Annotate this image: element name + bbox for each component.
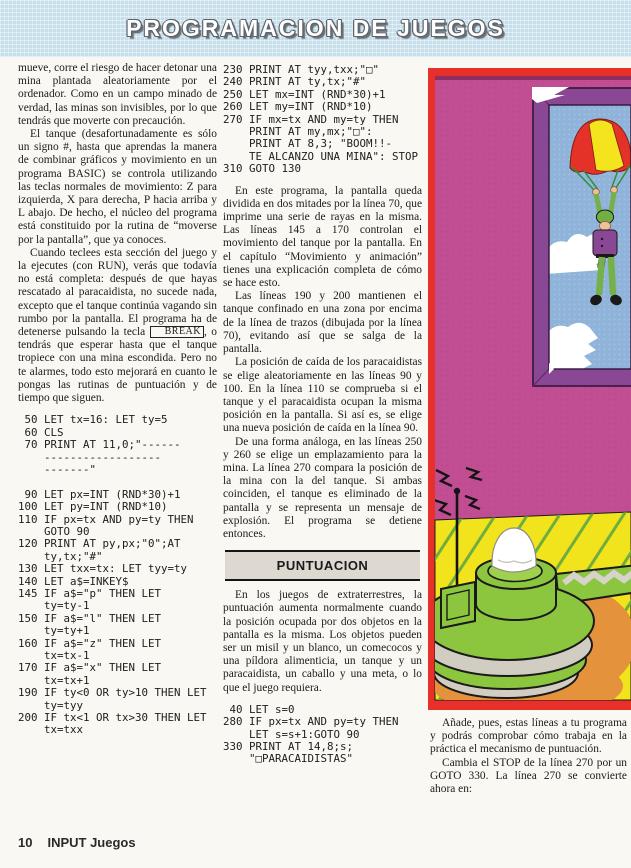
code-line: tx=tx+1 <box>18 673 90 687</box>
paragraph: De una forma análoga, en las líneas 250 y 260 se elige un emplazamiento para la mina. La línea 270 compara la posición de la mina con la del tanque. Si ambas coinciden, el tanque es eliminado de la pantalla y se representa un mensaje de explosión. El programa se detiene entonces. <box>223 435 422 540</box>
window <box>532 87 631 386</box>
column-right <box>430 717 627 796</box>
code-line: "□PARACAIDISTAS" <box>223 752 354 766</box>
code-line: 90 LET px=INT (RND*30)+1 <box>18 487 181 501</box>
code-line: 160 IF a$="z" THEN LET <box>18 636 162 650</box>
paragraph-text: , o tendrás que esperar hasta que el tanque tropiece con una mina escondida. Pero no te alarmes, todo esto mejorará en cuanto le pongas las rutinas de puntuación y de tiempo que siguen. <box>18 326 217 405</box>
code-line: 170 IF a$="x" THEN LET <box>18 661 162 675</box>
code-line: -------" <box>18 462 97 476</box>
code-line: 200 IF tx<1 OR tx>30 THEN LET <box>18 711 207 725</box>
page-footer <box>18 835 136 850</box>
paragraph: mueve, corre el riesgo de hacer detonar una mina plantada aleatoriamente por el ordenador. Como en un campo minado de verdad, las minas son invisibles, por lo que tendrás que moverte con precaución. <box>18 62 217 127</box>
code-line: 270 IF mx=tx AND my=ty THEN <box>223 112 399 126</box>
paragraph-text: Cuando teclees esta sección del juego y la ejecutes (con RUN), verás que todavía no está completa: después de que hayas rescatado al paracaidista, no sucede nada, excepto que el tanque continúa vagando sin rumbo por la pantalla. El programa ha de detenerse pulsando la tecla <box>18 246 217 339</box>
magazine-illustration <box>428 68 631 710</box>
paragraph: Las líneas 190 y 200 mantienen el tanque confinado en una zona por encima de la línea de trazos (dibujada por la línea 70), evitando así que se salga de la pantalla. <box>223 290 422 356</box>
section-header-puntuacion <box>225 550 420 581</box>
code-line: 60 CLS <box>18 425 64 439</box>
code-line: 70 PRINT AT 11,0;"------ <box>18 438 181 452</box>
header-banner <box>0 0 631 57</box>
paragraph: En este programa, la pantalla queda dividida en dos mitades por la línea 70, que imprime una serie de rayas en la misma. Las líneas 145 a 170 controlan el movimiento del tanque por la pantalla. En el capítulo “Movimiento y animación” tienes una explicación completa de cómo se hace esto. <box>223 184 422 290</box>
code-line: 240 PRINT AT ty,tx;"#" <box>223 75 367 89</box>
code-line: 110 IF px=tx AND py=ty THEN <box>18 512 194 526</box>
code-line: 280 IF px=tx AND py=ty THEN <box>223 715 399 729</box>
sensor-box <box>441 582 475 628</box>
cloud <box>545 323 598 371</box>
section-title: PUNTUACION <box>276 558 369 574</box>
paragraph: La posición de caída de los paracaidistas se elige aleatoriamente en las líneas 90 y 100. En la línea 110 se comprueba si el tanque y el paracaidista ocupan la misma posición en la pantalla. Si así es, se elige una nueva posición de caída en la línea 90. <box>223 356 422 435</box>
vest <box>593 230 617 256</box>
tank-parachutist-illustration <box>428 68 631 710</box>
code-line: tx=tx-1 <box>18 648 90 662</box>
page-number: 10 <box>18 835 33 850</box>
paragraph: El tanque (desafortunadamente es sólo un signo #, hasta que aprendas la manera de combinar gráficos y movimiento en un programa BASIC) se controla utilizando las teclas normales de movimiento: Z para izquierda, X para derecha, P hacia arriba y L abajo. De hecho, el núcleo del programa está constituido por la rutina de “moverse por la pantalla”, que ya conoces. <box>18 128 217 246</box>
column-middle <box>223 62 422 766</box>
code-line: 40 LET s=0 <box>223 702 295 716</box>
code-line: 120 PRINT AT py,px;"0";AT <box>18 537 181 551</box>
basic-code-listing <box>223 704 422 766</box>
code-line: PRINT AT 8,3; "BOOM!!- <box>223 137 393 151</box>
code-line: ty=ty+1 <box>18 624 90 638</box>
break-key-label: BREAK <box>150 326 204 338</box>
code-line: 130 LET txx=tx: LET tyy=ty <box>18 562 188 576</box>
basic-code-listing <box>18 414 217 737</box>
code-line: 330 PRINT AT 14,8;s; <box>223 739 354 753</box>
face <box>599 221 610 230</box>
column-left <box>18 62 217 737</box>
paragraph: Cambia el STOP de la línea 270 por un GOTO 330. La línea 270 se convierte ahora en: <box>430 756 627 796</box>
code-line: ty,tx;"#" <box>18 549 103 563</box>
code-line: GOTO 90 <box>18 524 90 538</box>
code-line: TE ALCANZO UNA MINA": STOP <box>223 149 419 163</box>
code-line: LET s=s+1:GOTO 90 <box>223 727 360 741</box>
basic-code-listing <box>223 64 422 176</box>
code-line: 50 LET tx=16: LET ty=5 <box>18 413 168 427</box>
code-line: 260 LET my=INT (RND*10) <box>223 100 373 114</box>
code-line: 250 LET mx=INT (RND*30)+1 <box>223 87 386 101</box>
paragraph <box>18 247 217 405</box>
paragraph: En los juegos de extraterrestres, la puntuación aumenta normalmente cuando la posición ocupada por dos objetos en la pantalla es la misma. Los objetos pueden ser un misil y un blanco, un comecocos y una píldora alimenticia, un tanque y un paracaidista, un caballo y una meta, o lo que el juego requiera. <box>223 589 422 694</box>
code-line: ty=ty-1 <box>18 599 90 613</box>
code-line: ------------------ <box>18 450 162 464</box>
code-line: 310 GOTO 130 <box>223 162 302 176</box>
code-line: 140 LET a$=INKEY$ <box>18 574 129 588</box>
code-line: 190 IF ty<0 OR ty>10 THEN LET <box>18 686 207 700</box>
code-line: ty=tyy <box>18 698 84 712</box>
code-line: 145 IF a$="p" THEN LET <box>18 586 162 600</box>
code-line: 100 LET py=INT (RND*10) <box>18 500 168 514</box>
code-line: PRINT AT my,mx;"□": <box>223 125 373 139</box>
paragraph: Añade, pues, estas líneas a tu programa y podrás comprobar cómo trabaja en la práctica el mecanismo de puntuación. <box>430 717 627 756</box>
code-line: 150 IF a$="l" THEN LET <box>18 611 162 625</box>
page-title: PROGRAMACION DE JUEGOS <box>126 15 505 41</box>
magazine-name: INPUT Juegos <box>47 835 136 850</box>
code-line: tx=txx <box>18 723 84 737</box>
code-line: 230 PRINT AT tyy,txx;"□" <box>223 63 380 76</box>
code-line <box>18 476 217 488</box>
